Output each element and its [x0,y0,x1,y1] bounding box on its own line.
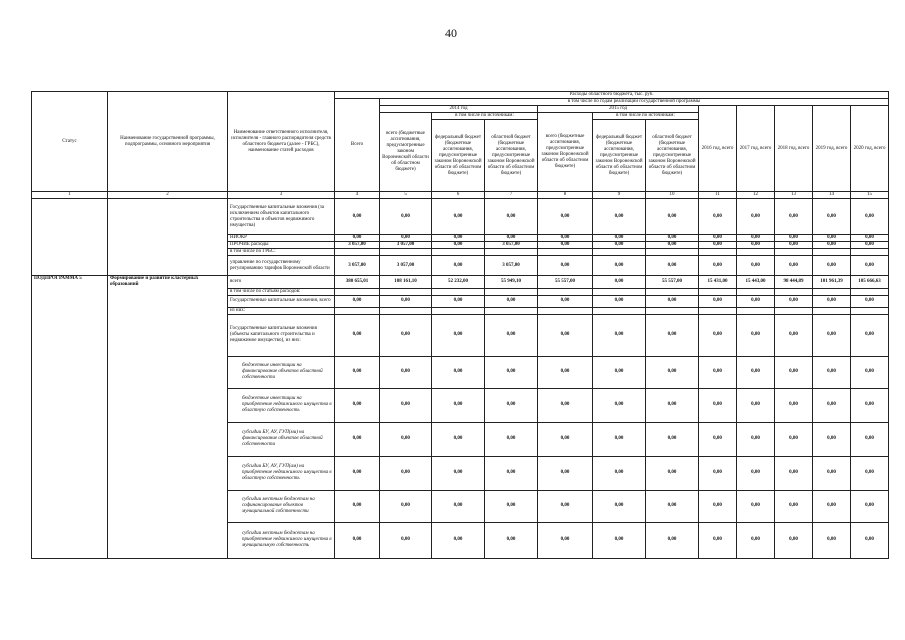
value-cell [646,249,699,256]
header-2017: 2017 год, всего [737,106,775,192]
status-cell [32,388,108,422]
value-cell [485,249,538,256]
value-cell: 0,00 [646,522,699,558]
value-cell [699,307,737,314]
value-cell: 55 949,10 [485,276,538,289]
value-cell: 0,00 [646,295,699,307]
value-cell: 0,00 [813,314,851,356]
value-cell: 0,00 [699,256,737,276]
value-cell [699,249,737,256]
column-numbers-row [32,192,889,199]
value-cell: 3 057,00 [485,256,538,276]
value-cell: 0,00 [593,235,646,242]
value-cell: 0,00 [737,242,775,249]
column-number-cell: 4 [335,192,380,199]
value-cell: 0,00 [380,199,432,235]
header-2015-sources: в том числе по источникам: [593,113,699,120]
value-cell: 0,00 [646,256,699,276]
value-cell: 0,00 [380,388,432,422]
value-cell: 0,00 [737,235,775,242]
value-cell: 0,00 [775,388,813,422]
value-cell: 0,00 [646,314,699,356]
column-number-cell: 2 [108,192,228,199]
value-cell: 0,00 [485,456,538,490]
column-number-cell: 9 [593,192,646,199]
value-cell: 101 961,39 [813,276,851,289]
value-cell: 0,00 [538,256,593,276]
status-cell [32,199,108,235]
value-cell: 0,00 [538,199,593,235]
value-cell: 0,00 [380,490,432,522]
header-2016: 2016 год, всего [699,106,737,192]
value-cell: 0,00 [485,388,538,422]
value-cell: 0,00 [737,522,775,558]
value-cell: 0,00 [593,242,646,249]
expense-item-cell: НИОКР [228,235,335,242]
program-name-cell [108,256,228,276]
column-number-cell: 5 [380,192,432,199]
column-number-cell: 14 [813,192,851,199]
column-number-cell: 7 [485,192,538,199]
value-cell: 0,00 [699,242,737,249]
value-cell: 15 431,00 [699,276,737,289]
value-cell: 0,00 [737,356,775,388]
value-cell: 0,00 [485,422,538,456]
value-cell: 108 161,10 [380,276,432,289]
value-cell: 3 057,00 [335,256,380,276]
value-cell: 0,00 [593,314,646,356]
column-number-cell: 12 [737,192,775,199]
expense-item-cell: субсидии БУ, АУ, ГУП(ми) на финансирование объектов областной собственности [228,422,335,456]
value-cell [699,288,737,295]
program-name-cell [108,522,228,558]
value-cell [380,307,432,314]
header-2015-federal: федеральный бюджет (бюджетные ассигнования, предусмотренные законом Воронежской области об областном бюджете) [593,120,646,192]
value-cell: 0,00 [775,235,813,242]
value-cell: 0,00 [775,199,813,235]
value-cell: 0,00 [538,490,593,522]
value-cell: 0,00 [737,456,775,490]
value-cell [737,307,775,314]
value-cell: 0,00 [335,388,380,422]
table-row [32,276,889,289]
value-cell: 0,00 [851,295,889,307]
value-cell: 0,00 [335,522,380,558]
status-cell [32,422,108,456]
table-row [32,249,889,256]
program-name-cell [108,422,228,456]
value-cell: 3 057,00 [335,242,380,249]
column-number-cell: 15 [851,192,889,199]
table-row [32,288,889,295]
value-cell: 0,00 [699,235,737,242]
table-row [32,199,889,235]
value-cell: 0,00 [851,422,889,456]
header-2020: 2020 год, всего [851,106,889,192]
value-cell: 0,00 [646,199,699,235]
expense-item-cell: субсидии местным бюджетам на софинансирование объектов муниципальной собственности [228,490,335,522]
header-budget-total: Расходы областного бюджета, тыс. руб. [335,92,889,99]
status-cell: ПОДПРОГРАММА 5 [32,276,108,289]
value-cell: 0,00 [593,199,646,235]
value-cell: 0,00 [593,256,646,276]
value-cell: 3 057,00 [485,242,538,249]
value-cell: 0,00 [432,490,485,522]
status-cell [32,249,108,256]
value-cell: 55 557,00 [538,276,593,289]
value-cell [851,307,889,314]
value-cell: 0,00 [335,235,380,242]
status-cell [32,356,108,388]
program-name-cell [108,456,228,490]
column-number-cell: 3 [228,192,335,199]
value-cell: 0,00 [335,314,380,356]
value-cell [813,249,851,256]
value-cell: 0,00 [646,242,699,249]
value-cell [432,307,485,314]
value-cell: 3 057,00 [380,256,432,276]
value-cell: 0,00 [380,456,432,490]
column-number-cell: 10 [646,192,699,199]
table-row [32,456,889,490]
value-cell: 0,00 [851,490,889,522]
value-cell: 0,00 [593,295,646,307]
table-row [32,314,889,356]
value-cell [485,307,538,314]
value-cell: 0,00 [646,235,699,242]
value-cell [538,288,593,295]
value-cell: 0,00 [646,456,699,490]
value-cell: 0,00 [432,422,485,456]
value-cell: 15 443,00 [737,276,775,289]
value-cell: 0,00 [813,242,851,249]
value-cell: 0,00 [538,235,593,242]
value-cell [775,249,813,256]
header-2015-total: всего (бюджетные ассигнования, предусмотренные законом Воронежской области об областном бюджете) [538,113,593,192]
value-cell: 0,00 [737,256,775,276]
value-cell: 0,00 [851,388,889,422]
header-2014-federal: федеральный бюджет (бюджетные ассигнования, предусмотренные законом Воронежской области об областном бюджете) [432,120,485,192]
value-cell: 0,00 [335,456,380,490]
value-cell: 0,00 [380,314,432,356]
value-cell [851,249,889,256]
program-name-cell [108,307,228,314]
header-2018: 2018 год, всего [775,106,813,192]
header-by-years: в том числе по годам реализации государственной программы [380,99,889,106]
value-cell: 0,00 [593,356,646,388]
value-cell: 0,00 [593,422,646,456]
value-cell: 0,00 [538,388,593,422]
value-cell: 0,00 [851,199,889,235]
value-cell: 0,00 [432,388,485,422]
value-cell: 0,00 [380,235,432,242]
value-cell: 0,00 [737,388,775,422]
value-cell: 0,00 [851,235,889,242]
value-cell: 0,00 [737,490,775,522]
header-vsego: Всего [335,99,380,192]
program-name-cell [108,242,228,249]
value-cell: 0,00 [335,356,380,388]
value-cell: 0,00 [699,490,737,522]
expense-item-cell: субсидии местным бюджетам на приобретение недвижимого имущества в муниципальную собственность [228,522,335,558]
expense-item-cell: Государственные капитальные вложения (за исключением объектов капитального строительства и объектов недвижимого имущества) [228,199,335,235]
value-cell: 0,00 [485,235,538,242]
header-2014-regional: областной бюджет (бюджетные ассигнования, предусмотренные законом Воронежской области об областном бюджете) [485,120,538,192]
value-cell: 0,00 [737,295,775,307]
value-cell: 380 655,01 [335,276,380,289]
value-cell: 0,00 [775,456,813,490]
value-cell: 0,00 [380,422,432,456]
program-name-cell [108,314,228,356]
column-number-cell: 13 [775,192,813,199]
value-cell: 0,00 [699,456,737,490]
value-cell [813,307,851,314]
value-cell: 3 057,00 [380,242,432,249]
value-cell: 0,00 [813,456,851,490]
value-cell: 0,00 [813,388,851,422]
value-cell: 0,00 [593,456,646,490]
value-cell: 0,00 [380,356,432,388]
status-cell [32,314,108,356]
value-cell: 52 232,00 [432,276,485,289]
value-cell: 0,00 [538,522,593,558]
status-cell [32,456,108,490]
value-cell: 0,00 [485,295,538,307]
value-cell: 105 666,63 [851,276,889,289]
value-cell: 0,00 [851,242,889,249]
value-cell: 0,00 [593,522,646,558]
value-cell: 0,00 [335,295,380,307]
value-cell [380,249,432,256]
value-cell: 55 557,00 [646,276,699,289]
value-cell: 0,00 [699,314,737,356]
value-cell: 0,00 [432,522,485,558]
expense-item-cell: из них: [228,307,335,314]
header-2015-regional: областной бюджет (бюджетные ассигнования, предусмотренные законом Воронежской области об областном бюджете) [646,120,699,192]
value-cell: 0,00 [813,199,851,235]
program-name-cell [108,199,228,235]
value-cell: 0,00 [432,242,485,249]
value-cell: 0,00 [813,422,851,456]
value-cell [538,249,593,256]
expense-item-cell: ПРОЧИЕ расходы [228,242,335,249]
value-cell: 0,00 [851,356,889,388]
expense-item-cell: в том числе по статьям расходов: [228,288,335,295]
expense-item-cell: управление по государственному регулированию тарифов Воронежской области [228,256,335,276]
value-cell: 0,00 [593,276,646,289]
value-cell: 0,00 [851,522,889,558]
header-status: Статус [32,92,108,192]
header-executor: Наименование ответственного исполнителя, исполнителя - главного распорядителя средств областного бюджета (далее - ГРБС), наименование статей расходов [228,92,335,192]
value-cell: 0,00 [538,356,593,388]
value-cell: 0,00 [775,422,813,456]
value-cell: 0,00 [699,422,737,456]
table-row [32,242,889,249]
table-row [32,522,889,558]
value-cell: 0,00 [775,256,813,276]
header-2014-sources: в том числе по источникам: [432,113,538,120]
expense-item-cell: субсидии БУ, АУ, ГУП(ам) на приобретение недвижимого имущества в областную собственность [228,456,335,490]
value-cell: 0,00 [813,256,851,276]
value-cell: 0,00 [432,456,485,490]
value-cell: 0,00 [813,522,851,558]
expense-item-cell: в том числе по ГРБС: [228,249,335,256]
value-cell: 0,00 [775,295,813,307]
value-cell: 0,00 [538,456,593,490]
value-cell: 0,00 [737,199,775,235]
value-cell: 0,00 [699,199,737,235]
value-cell [775,307,813,314]
program-name-cell [108,356,228,388]
value-cell: 0,00 [775,314,813,356]
value-cell: 0,00 [851,456,889,490]
value-cell [335,288,380,295]
value-cell: 0,00 [538,314,593,356]
value-cell: 0,00 [432,356,485,388]
value-cell: 0,00 [335,199,380,235]
expense-item-cell: всего [228,276,335,289]
header-year-2015: 2015 год [538,106,699,113]
value-cell: 0,00 [485,490,538,522]
value-cell: 0,00 [775,242,813,249]
value-cell: 0,00 [699,295,737,307]
value-cell: 0,00 [775,356,813,388]
value-cell: 0,00 [813,295,851,307]
status-cell [32,242,108,249]
value-cell [593,249,646,256]
value-cell: 0,00 [485,356,538,388]
value-cell: 0,00 [335,490,380,522]
table-row [32,356,889,388]
value-cell: 0,00 [432,199,485,235]
value-cell: 0,00 [538,295,593,307]
value-cell [593,307,646,314]
value-cell: 0,00 [485,522,538,558]
header-year-2014: 2014 год [380,106,538,113]
program-name-cell [108,249,228,256]
column-number-cell: 8 [538,192,593,199]
table-row [32,307,889,314]
value-cell: 0,00 [737,314,775,356]
program-name-cell [108,388,228,422]
value-cell: 0,00 [646,422,699,456]
value-cell: 0,00 [432,235,485,242]
value-cell [432,288,485,295]
status-cell [32,522,108,558]
value-cell [775,288,813,295]
status-cell [32,307,108,314]
column-number-cell: 1 [32,192,108,199]
program-name-cell [108,490,228,522]
value-cell [485,288,538,295]
column-number-cell: 6 [432,192,485,199]
expense-item-cell: Государственные капитальные вложения, всего [228,295,335,307]
value-cell: 0,00 [813,235,851,242]
value-cell [380,288,432,295]
value-cell: 0,00 [699,356,737,388]
value-cell: 0,00 [775,522,813,558]
value-cell: 0,00 [737,422,775,456]
value-cell: 0,00 [851,314,889,356]
value-cell: 0,00 [646,356,699,388]
value-cell: 0,00 [485,314,538,356]
value-cell: 0,00 [593,490,646,522]
expense-item-cell: бюджетные инвестиции на приобретение недвижимого имущества в областную собственность [228,388,335,422]
expense-item-cell: бюджетные инвестиции на финансирование объектов областной собственности [228,356,335,388]
value-cell [737,249,775,256]
value-cell [646,307,699,314]
budget-table [31,91,889,559]
value-cell [813,288,851,295]
value-cell: 98 444,89 [775,276,813,289]
value-cell: 0,00 [699,388,737,422]
value-cell: 0,00 [699,522,737,558]
header-program-name: Наименование государственной программы, подпрограммы, основного мероприятия [108,92,228,192]
table-row [32,235,889,242]
table-row [32,422,889,456]
page-number: 40 [445,26,457,40]
value-cell: 0,00 [593,388,646,422]
program-name-cell: Формирование и развитие кластерных образований [108,276,228,289]
header-2019: 2019 год, всего [813,106,851,192]
status-cell [32,295,108,307]
value-cell: 0,00 [851,256,889,276]
value-cell: 0,00 [813,356,851,388]
value-cell: 0,00 [646,490,699,522]
status-cell [32,235,108,242]
value-cell [593,288,646,295]
status-cell [32,490,108,522]
program-name-cell [108,295,228,307]
value-cell: 0,00 [380,522,432,558]
value-cell: 0,00 [775,490,813,522]
value-cell [538,307,593,314]
value-cell [737,288,775,295]
expense-item-cell: Государственные капитальные вложения (объекты капитального строительства и недвижимое имущество), из них: [228,314,335,356]
table-row [32,256,889,276]
value-cell: 0,00 [538,422,593,456]
table-row [32,388,889,422]
program-name-cell [108,288,228,295]
column-number-cell: 11 [699,192,737,199]
value-cell [646,288,699,295]
value-cell: 0,00 [432,314,485,356]
header-2014-total: всего (бюджетные ассигнования, предусмотренные законом Воронежской области об областном бюджете) [380,113,432,192]
status-cell [32,288,108,295]
program-name-cell [108,235,228,242]
value-cell: 0,00 [538,242,593,249]
value-cell: 0,00 [485,199,538,235]
value-cell [851,288,889,295]
value-cell [335,307,380,314]
value-cell: 0,00 [432,256,485,276]
value-cell: 0,00 [380,295,432,307]
status-cell [32,256,108,276]
table-row [32,490,889,522]
value-cell: 0,00 [646,388,699,422]
value-cell: 0,00 [335,422,380,456]
value-cell: 0,00 [432,295,485,307]
value-cell [335,249,380,256]
value-cell [432,249,485,256]
value-cell: 0,00 [813,490,851,522]
table-row [32,295,889,307]
